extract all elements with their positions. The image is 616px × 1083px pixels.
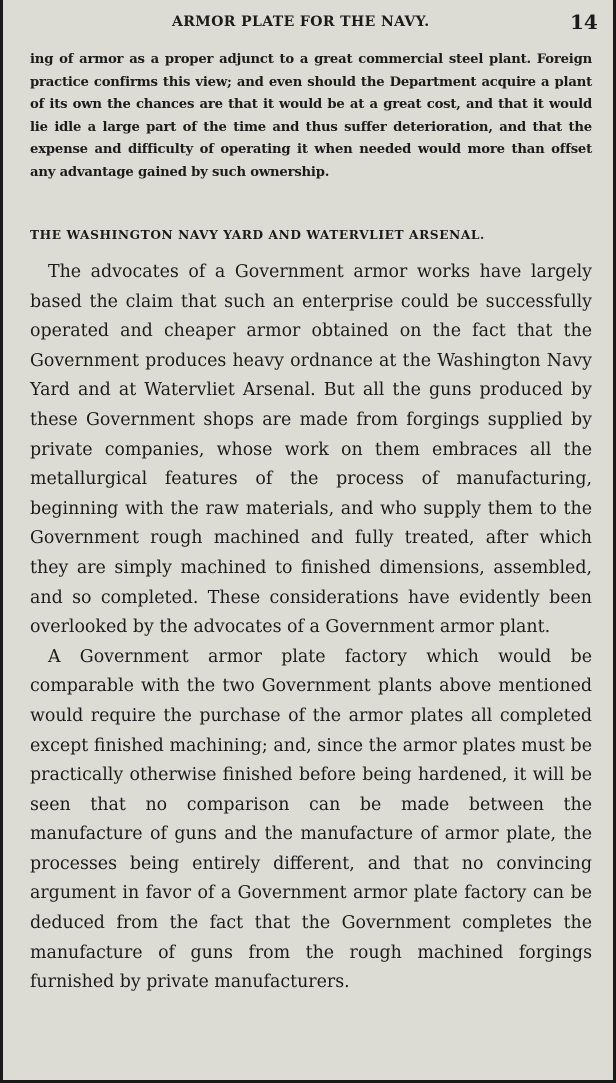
section-heading: THE WASHINGTON NAVY YARD AND WATERVLIET ARSENAL. — [30, 228, 485, 242]
scan-border-left — [0, 0, 3, 1083]
paragraph-advocates: The advocates of a Government armor works have largely based the claim that such an enterprise could be successfully operated and cheaper armor obtained on the fact that the Government produces heavy ordnance at the Washington Navy Yard and at Watervliet Arsenal. But all the guns produced by these Government shops are made from forgings supplied by private companies, whose work on them embraces all the metallurgical features of the process of manufacturing, beginning with the raw materials, and who supply them to the Government rough machined and fully treated, after which they are simply machined to finished dimensions, assembled, and so completed. These considerations have evidently been overlooked by the advocates of a Government armor plant. — [30, 262, 592, 638]
continued-paragraph: ing of armor as a proper adjunct to a great commercial steel plant. Foreign practice confirms this view; and even should the Department acquire a plant of its own the chances are that it would be at a great cost, and that it would lie idle a large part of the time and thus suffer deterioration, and that the expense and difficulty of operating it when needed would more than offset any advantage gained by such ownership. — [30, 52, 592, 180]
body-text — [30, 258, 592, 998]
continued-paragraph-block — [30, 49, 592, 185]
page-number: 14 — [570, 10, 598, 34]
paragraph-armor-factory: A Government armor plate factory which would be comparable with the two Government plants above mentioned would require the purchase of the armor plates all completed except finished machining; and, since the armor plates must be practically otherwise finished before being hardened, it will be seen that no comparison can be made between the manufacture of guns and the manufacture of armor plate, the processes being entirely different, and that no convincing argument in favor of a Government armor plate factory can be deduced from the fact that the Government completes the manufacture of guns from the rough machined forgings furnished by private manufacturers. — [30, 646, 592, 993]
page-header — [0, 12, 616, 36]
running-head: ARMOR PLATE FOR THE NAVY. — [172, 14, 430, 30]
